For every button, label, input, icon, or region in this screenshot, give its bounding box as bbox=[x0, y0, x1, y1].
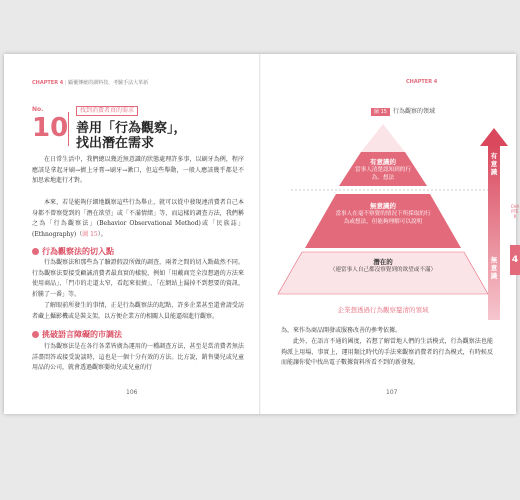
tier-unconscious-body: 當事人在毫不察覺的情況下所採取的行為或想法，但能夠理解可以說明 bbox=[335, 211, 431, 225]
arrow-label-unconscious: 無意識 bbox=[490, 256, 498, 280]
section-divider bbox=[68, 112, 69, 146]
figure-title: 行為觀察的領域 bbox=[392, 108, 435, 115]
page-number-left: 106 bbox=[126, 389, 138, 396]
section-number: 10 bbox=[32, 113, 69, 143]
chapter-title: 顧覆傳統的調料技，考驗手法大革新 bbox=[68, 80, 149, 86]
tier-unconscious-text bbox=[335, 202, 431, 226]
tier-latent-text bbox=[293, 258, 473, 274]
figure-footer-note: 企業想透過行為觀察釐清的領域 bbox=[337, 306, 429, 314]
body-paragraph-3: 行為觀察法和那些為了驗證假設所做的調查，兩者之間的切入點截然不同。行為觀察法要接受顧誠消費者最真實的樣貌，例如「用戴商完全沒想過的方法來使用商品」、「門市的走道太窄，看起來很擠」、「在網站上漏掉不到想要的資訊，折騰了一番」等。 bbox=[32, 259, 244, 298]
section-title-line2: 找出潛在需求 bbox=[76, 136, 155, 151]
figure-reference[interactable]: 圖 15 bbox=[82, 230, 98, 238]
section-title-line1: 善用「行為觀察」， bbox=[76, 121, 187, 136]
body-paragraph-2-text: 本來，若是能夠仔細地觀察這些行為舉止，就可以從中發現連消費者自己本身都不曾察覺到的「潛在欲望」或「不滿情緒」等，而這樣的調查方法，我們稱之為「行為觀察法」(Behavior Observational Method)或「民族誌」(Ethnography)（ bbox=[32, 199, 244, 238]
side-tab-chapter-number[interactable]: 4 bbox=[510, 245, 520, 275]
tier-unconscious-title: 無意識的 bbox=[370, 202, 396, 210]
subheading-entry-point-text: 行為觀察法的切入點 bbox=[42, 247, 114, 256]
tier-conscious-body: 當事人清楚認知到的行為、想法 bbox=[355, 167, 411, 181]
tier-conscious-text bbox=[353, 158, 413, 182]
body-paragraph-2 bbox=[32, 198, 244, 240]
tier-latent-title: 潛在的 bbox=[373, 258, 393, 266]
side-tab-chapter-label: CHAPTER bbox=[510, 204, 520, 219]
tier-conscious-title: 有意識的 bbox=[370, 158, 396, 166]
chapter-label-right: CHAPTER 4 bbox=[406, 79, 438, 85]
section-no-label: No. bbox=[32, 106, 44, 113]
running-header-right bbox=[406, 79, 437, 85]
subheading-language-barrier bbox=[32, 329, 122, 340]
book-spread bbox=[4, 54, 520, 414]
figure-badge: 圖 15 bbox=[371, 108, 390, 116]
bullet-icon bbox=[32, 331, 39, 338]
awareness-arrow-head bbox=[480, 128, 508, 146]
section-tag: 找到消費者真的需求 bbox=[76, 106, 138, 116]
chapter-label: CHAPTER 4 bbox=[32, 80, 64, 86]
subheading-language-barrier-text: 挑破語言障礙的市調法 bbox=[42, 330, 122, 339]
section-heading bbox=[24, 106, 254, 150]
arrow-label-conscious: 有意識 bbox=[490, 152, 498, 176]
body-paragraph-right-2: 此外，在語言不通的國度，若想了解當地人們的生活模式，行為觀察法也能夠派上用場，事實上，運用類比時代的手法來觀察消費者的行為模式，有時候反而能讓你從中找出電子數據資料所看不到的新發現。 bbox=[281, 338, 493, 367]
running-header-left: CHAPTER 4 | 顧覆傳統的調料技，考驗手法大革新 bbox=[32, 80, 149, 86]
bullet-icon bbox=[32, 248, 39, 255]
body-paragraph-5: 行為觀察法是在各行各業皆廣為運用的一種調查方法，甚至是當消費者無法詳盡問答或接受說談時，這也是一個十分有效的方法。比方說，銷售嬰兒或兒童用品的公司，就會透過觀察嬰幼兒或兒童的行 bbox=[32, 343, 244, 372]
pyramid-tip bbox=[361, 124, 405, 152]
page-number-right: 107 bbox=[386, 389, 398, 396]
book-gutter bbox=[259, 54, 261, 414]
body-paragraph-2-end: ）。 bbox=[97, 230, 107, 238]
subheading-entry-point bbox=[32, 246, 114, 257]
body-paragraph-right-1: 為，來作為商品開發或服務改善的參考依據。 bbox=[281, 327, 402, 334]
body-paragraph-1: 在日常生活中，我們總以幾近無意識的狀態處理許多事，以刷牙為例，程序應該是拿起牙刷→擠上牙膏→刷牙→漱口，但這些舉動，一般人應該幾乎都是不加思索地進行才對。 bbox=[32, 156, 244, 185]
body-paragraph-4: 了解眼前所發生的事情，正是行為觀察法的起點，許多企業甚至還會請受訪者藏上攝影機或是裝支架，以方便企業方的相關人員能逼端進行觀察。 bbox=[32, 302, 244, 320]
tier-latent-body: （連當事人自己都沒察覺到的欲望或不滿） bbox=[329, 267, 437, 273]
